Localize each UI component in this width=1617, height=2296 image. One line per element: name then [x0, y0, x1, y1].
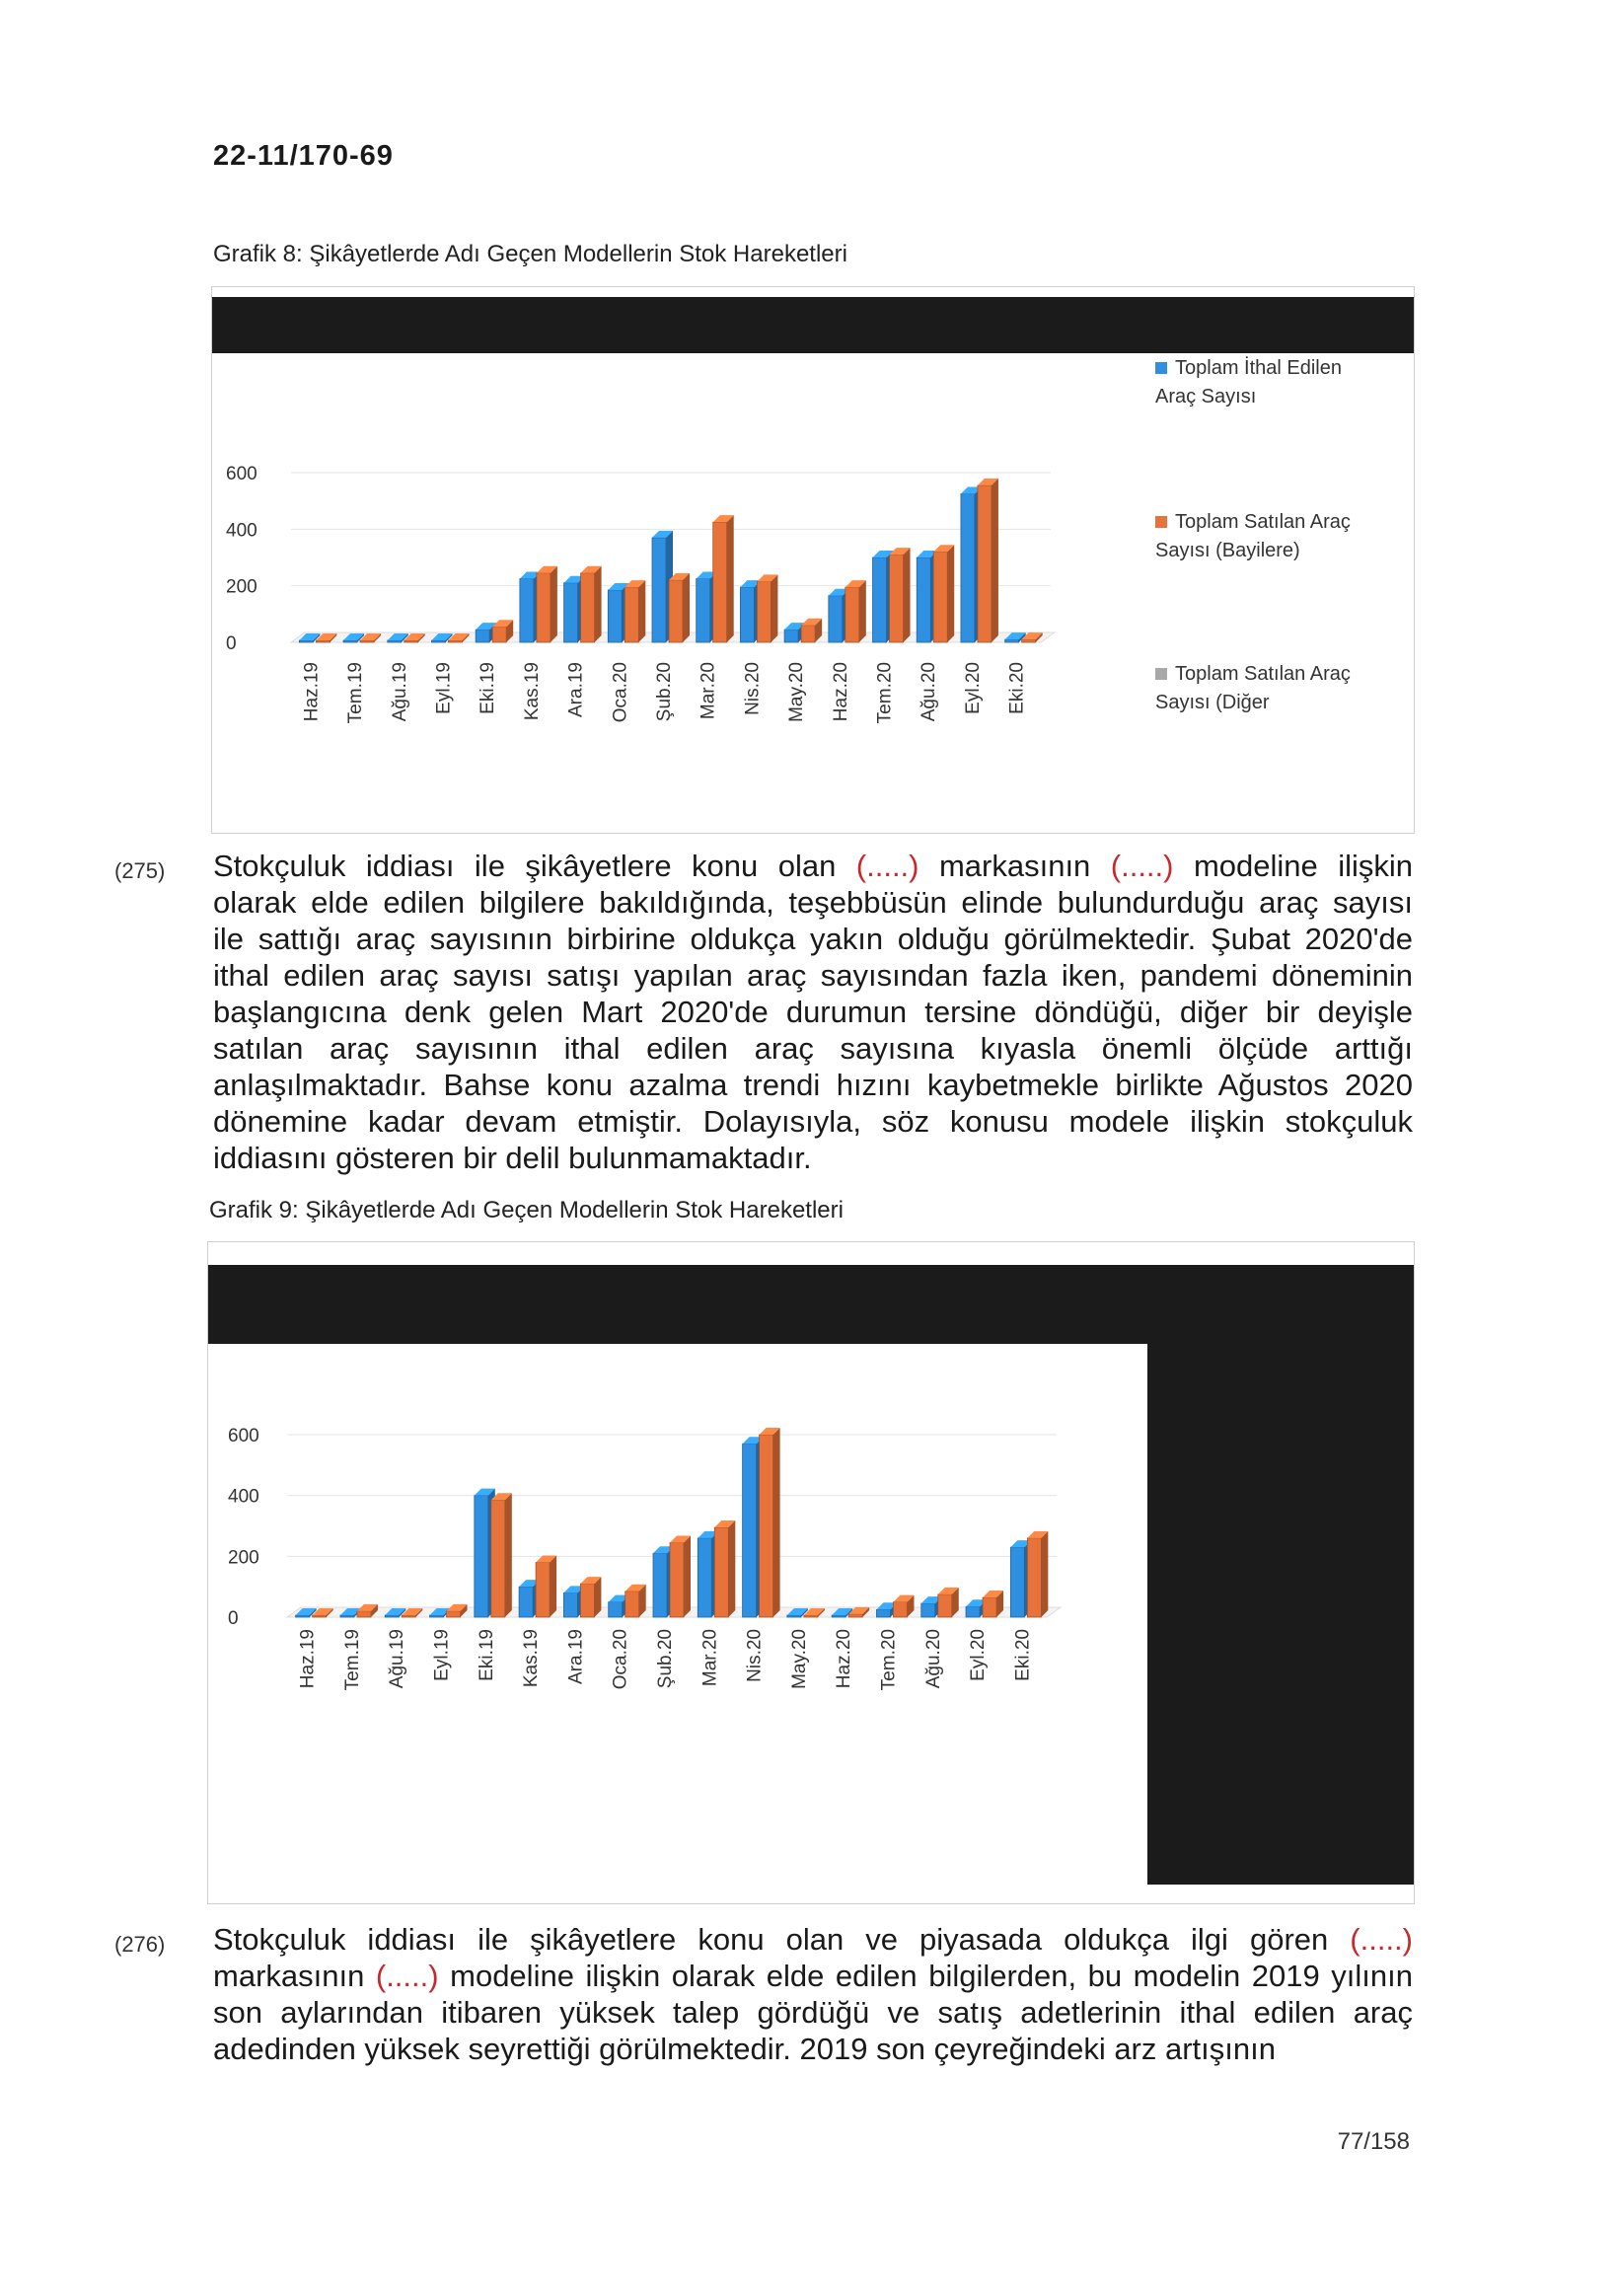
text-run: modeline ilişkin — [1173, 849, 1413, 883]
legend-text: Araç Sayısı — [1155, 386, 1257, 407]
paragraph-275 — [213, 848, 1413, 1176]
bar-sold — [313, 1615, 327, 1617]
x-tick-label: Ağu.20 — [919, 662, 940, 722]
paragraph-276 — [213, 1921, 1413, 2067]
x-tick-label: Oca.20 — [610, 662, 631, 723]
bar-imported — [652, 538, 666, 642]
text-run: modeline ilişkin olarak elde edilen bilgilerden, bu modelin 2019 yılının — [438, 1959, 1413, 1993]
legend-swatch — [1155, 668, 1167, 680]
text-run: markasının — [919, 849, 1111, 883]
x-tick-label: Haz.19 — [301, 662, 323, 722]
x-tick-label: Ağu.19 — [387, 1629, 408, 1689]
bar-imported — [519, 1587, 533, 1617]
x-tick-label: Nis.20 — [742, 662, 764, 715]
bar-imported — [340, 1615, 354, 1617]
x-tick-label: Tem.19 — [345, 662, 367, 724]
text-run: satılan araç sayısının ithal edilen araç sayısına kıyasla önemli ölçüde arttığı — [213, 1031, 1413, 1066]
bar-imported — [388, 640, 402, 642]
paragraph-line — [213, 1067, 1413, 1103]
redacted-marker: (.....) — [1110, 849, 1174, 883]
bar-sold — [491, 1500, 505, 1617]
paragraph-line — [213, 921, 1413, 957]
text-run: adedinden yüksek seyrettiği görülmektedir. 2019 son çeyreğindeki arz artışının — [213, 2032, 1276, 2066]
y-tick-label: 0 — [228, 1608, 239, 1629]
bar-imported — [385, 1615, 399, 1617]
x-tick-label: Mar.20 — [699, 1629, 721, 1687]
bar-sold — [536, 1563, 550, 1618]
bar-imported — [697, 579, 710, 643]
bar-side — [594, 1577, 601, 1617]
redacted-marker: (.....) — [375, 1959, 439, 1993]
bar-sold — [581, 573, 595, 642]
bar-sold — [713, 522, 727, 642]
x-tick-label: Eki.20 — [1006, 662, 1028, 714]
bar-sold — [801, 626, 815, 642]
x-tick-label: Nis.20 — [744, 1629, 766, 1682]
bar-imported — [475, 1496, 488, 1617]
bar-sold — [1027, 1538, 1041, 1617]
bar-imported — [563, 1592, 577, 1617]
bar-imported — [698, 1538, 711, 1617]
bar-imported — [876, 1609, 890, 1617]
bar-sold — [404, 640, 418, 642]
x-tick-label: Haz.19 — [297, 1629, 319, 1689]
paragraph-line — [213, 884, 1413, 921]
text-run: Stokçuluk iddiası ile şikâyetlere konu olan ve piyasada oldukça ilgi gören — [213, 1922, 1351, 1957]
bar-sold — [580, 1584, 594, 1617]
bar-sold — [492, 627, 506, 642]
x-tick-label: Tem.19 — [341, 1629, 363, 1691]
bar-imported — [520, 579, 534, 643]
bar-sold — [402, 1615, 415, 1617]
paragraph-line — [213, 1958, 1413, 1994]
bar-side — [505, 1493, 512, 1617]
paragraph-line — [213, 1994, 1413, 2031]
text-run: markasının — [213, 1959, 376, 1993]
bar-imported — [961, 494, 975, 643]
bar-imported — [966, 1606, 980, 1617]
bar-imported — [608, 590, 622, 642]
text-run: dönemine kadar devam etmiştir. Dolayısıyla, söz konusu modele ilişkin stokçuluk — [213, 1104, 1413, 1139]
bar-imported — [873, 557, 887, 642]
bar-side — [947, 545, 954, 642]
x-tick-label: Ağu.20 — [922, 1629, 944, 1689]
chart-8-caption: Grafik 8: Şikâyetlerde Adı Geçen Modellerin Stok Hareketleri — [213, 241, 847, 267]
bar-imported — [299, 640, 313, 642]
y-tick-label: 0 — [226, 633, 237, 654]
bar-sold — [890, 555, 904, 642]
x-tick-label: Ağu.19 — [389, 662, 410, 722]
bar-imported — [1005, 639, 1019, 642]
bar-sold — [933, 552, 947, 642]
x-tick-label: Eki.19 — [478, 662, 499, 714]
bar-side — [551, 566, 557, 642]
bar-sold — [1022, 639, 1036, 642]
bar-sold — [357, 1611, 371, 1617]
paragraph-line — [213, 1030, 1413, 1067]
bar-sold — [625, 587, 638, 642]
bar-sold — [804, 1615, 818, 1617]
chart-9 — [208, 1242, 1145, 1903]
bar-imported — [653, 1553, 667, 1617]
bar-side — [684, 1535, 691, 1617]
paragraph-line — [213, 957, 1413, 994]
bar-sold — [447, 1611, 461, 1617]
x-tick-label: Eyl.20 — [968, 1629, 990, 1681]
paragraph-line — [213, 2031, 1413, 2067]
legend-text: Toplam Satılan Araç — [1175, 663, 1351, 685]
text-run: iddiasını gösteren bir delil bulunmamaktadır. — [213, 1141, 812, 1175]
bar-sold — [848, 1614, 862, 1617]
bar-sold — [983, 1597, 996, 1617]
x-tick-label: Şub.20 — [655, 1629, 676, 1689]
paragraph-line — [213, 1921, 1413, 1958]
bar-sold — [978, 485, 992, 642]
bar-imported — [296, 1615, 310, 1617]
bar-sold — [714, 1527, 728, 1617]
paragraph-number-275: (275) — [114, 858, 166, 883]
x-tick-label: Haz.20 — [830, 662, 851, 722]
bar-side — [773, 1428, 780, 1617]
x-tick-label: Eyl.20 — [962, 662, 984, 714]
x-tick-label: May.20 — [788, 1629, 810, 1689]
x-tick-label: Şub.20 — [654, 662, 675, 722]
bar-side — [638, 580, 645, 642]
x-tick-label: May.20 — [786, 662, 808, 722]
bar-sold — [669, 580, 683, 642]
x-tick-label: Kas.19 — [521, 662, 543, 721]
chart-8-frame — [211, 286, 1415, 834]
text-run: ile sattığı araç sayısının birbirine oldukça yakın olduğu görülmektedir. Şubat 2020'de — [213, 922, 1413, 956]
bar-sold — [360, 640, 374, 642]
bar-sold — [537, 573, 551, 642]
paragraph-line — [213, 848, 1413, 884]
x-tick-label: Tem.20 — [874, 662, 896, 724]
x-tick-label: Eyl.19 — [433, 662, 455, 714]
paragraph-line — [213, 1103, 1413, 1140]
text-run: olarak elde edilen bilgilere bakıldığında, teşebbüsün elinde bulundurduğu araç sayısı — [213, 885, 1413, 920]
bar-imported — [564, 583, 578, 642]
text-run: başlangıcına denk gelen Mart 2020'de durumun tersine döndüğü, diğer bir deyişle — [213, 995, 1413, 1029]
x-tick-label: Kas.19 — [521, 1629, 543, 1688]
bar-imported — [784, 630, 798, 642]
redacted-marker: (.....) — [855, 849, 919, 883]
bar-imported — [431, 640, 445, 642]
y-tick-label: 200 — [226, 576, 257, 598]
y-tick-label: 600 — [226, 464, 257, 484]
bar-side — [550, 1556, 556, 1618]
bar-sold — [757, 581, 771, 642]
bar-side — [683, 573, 690, 642]
x-tick-label: Tem.20 — [878, 1629, 900, 1691]
redacted-marker: (.....) — [1350, 1922, 1413, 1957]
legend-text: Toplam İthal Edilen — [1175, 357, 1342, 379]
bar-side — [1041, 1531, 1048, 1617]
bar-sold — [670, 1542, 684, 1617]
y-tick-label: 600 — [228, 1426, 259, 1446]
bar-side — [992, 479, 998, 642]
legend-swatch — [1155, 516, 1167, 528]
bar-sold — [625, 1592, 639, 1617]
chart-9-frame — [207, 1241, 1415, 1904]
legend-text: Sayısı (Diğer — [1155, 692, 1270, 713]
text-run: anlaşılmaktadır. Bahse konu azalma trendi hızını kaybetmekle birlikte Ağustos 2020 — [213, 1068, 1413, 1102]
bar-sold — [760, 1435, 773, 1617]
bar-imported — [1010, 1547, 1024, 1617]
text-run: Stokçuluk iddiası ile şikâyetlere konu olan — [213, 849, 856, 883]
bar-side — [728, 1520, 735, 1617]
bar-imported — [476, 630, 489, 642]
x-tick-label: Ara.19 — [565, 1629, 587, 1684]
bar-imported — [740, 587, 754, 642]
y-tick-label: 200 — [228, 1547, 259, 1569]
x-tick-label: Haz.20 — [834, 1629, 855, 1689]
paragraph-number-276: (276) — [114, 1932, 166, 1957]
text-run: ithal edilen araç sayısı satışı yapılan araç sayısından fazla iken, pandemi döneminin — [213, 958, 1413, 993]
bar-imported — [829, 596, 843, 642]
bar-side — [904, 548, 911, 642]
document-reference: 22-11/170-69 — [213, 140, 394, 172]
x-tick-label: Ara.19 — [565, 662, 587, 717]
bar-imported — [430, 1615, 444, 1617]
legend-text: Toplam Satılan Araç — [1175, 511, 1351, 533]
x-tick-label: Eki.20 — [1012, 1629, 1034, 1681]
bar-imported — [917, 557, 930, 642]
paragraph-line — [213, 1140, 1413, 1176]
chart-8 — [212, 287, 1414, 833]
x-tick-label: Eki.19 — [476, 1629, 497, 1681]
bar-sold — [448, 640, 462, 642]
bar-imported — [343, 640, 357, 642]
bar-side — [595, 566, 602, 642]
paragraph-line — [213, 994, 1413, 1030]
x-tick-label: Eyl.19 — [431, 1629, 453, 1681]
bar-side — [771, 574, 777, 642]
x-tick-label: Oca.20 — [610, 1629, 631, 1690]
legend-text: Sayısı (Bayilere) — [1155, 540, 1300, 561]
y-tick-label: 400 — [228, 1486, 259, 1508]
bar-imported — [609, 1602, 623, 1617]
bar-sold — [938, 1594, 952, 1617]
x-tick-label: Mar.20 — [698, 662, 719, 720]
page-number: 77/158 — [1337, 2128, 1410, 2155]
bar-sold — [845, 587, 859, 642]
legend-swatch — [1155, 362, 1167, 374]
bar-imported — [743, 1444, 757, 1617]
bar-sold — [316, 640, 330, 642]
chart-9-redaction-right — [1147, 1265, 1414, 1885]
bar-imported — [921, 1603, 935, 1617]
text-run: son aylarından itibaren yüksek talep gördüğü ve satış adetlerinin ithal edilen araç — [213, 1995, 1413, 2030]
bar-side — [727, 515, 734, 642]
bar-side — [859, 580, 866, 642]
chart-9-caption: Grafik 9: Şikâyetlerde Adı Geçen Modellerin Stok Hareketleri — [209, 1197, 844, 1223]
bar-imported — [832, 1615, 845, 1617]
y-tick-label: 400 — [226, 520, 257, 542]
bar-sold — [893, 1602, 907, 1617]
bar-imported — [787, 1615, 801, 1617]
